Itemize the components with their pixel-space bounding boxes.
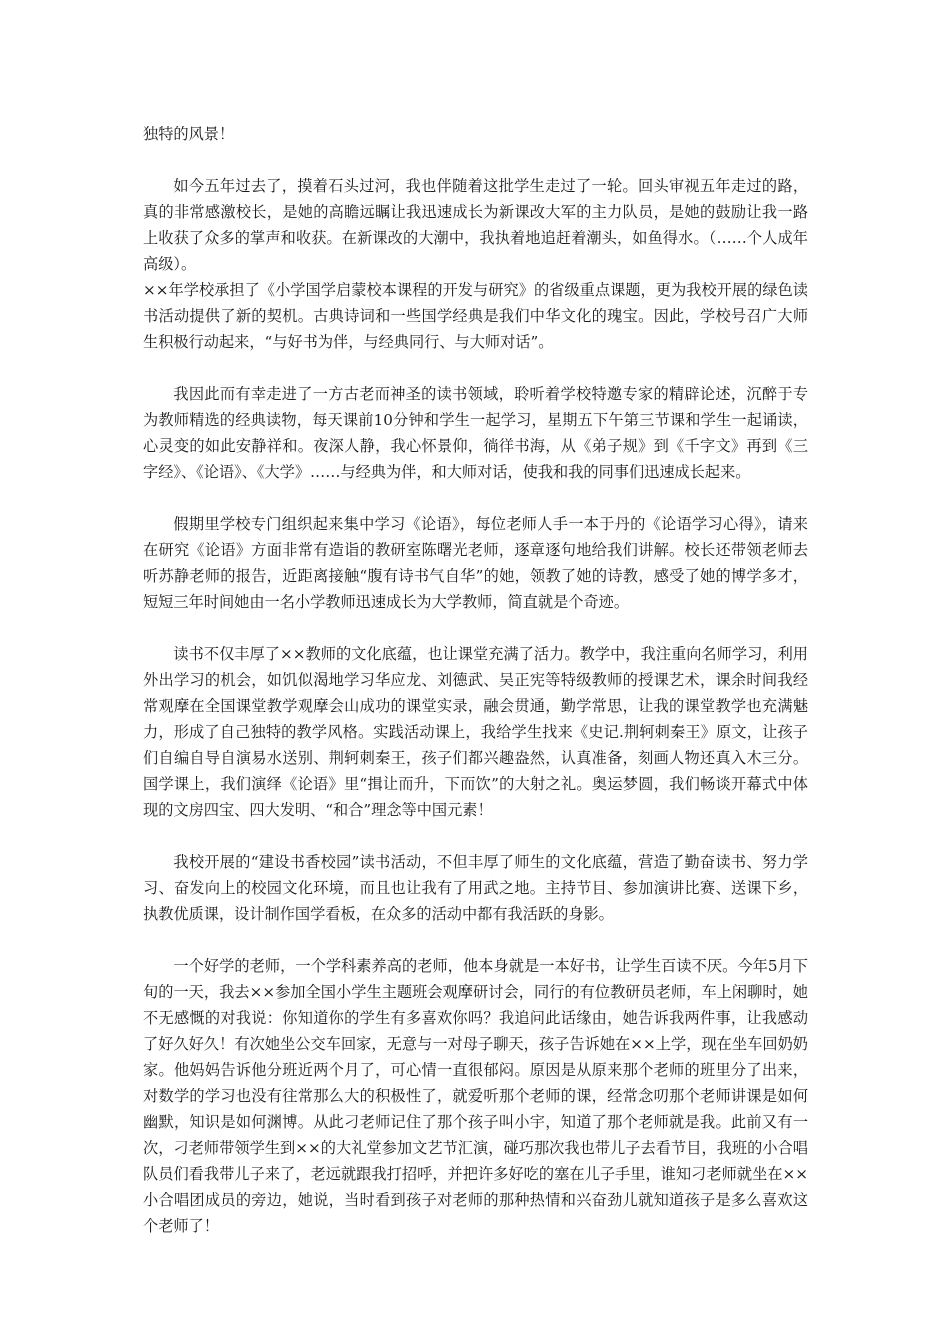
document-body	[143, 121, 808, 1239]
paragraph: 读书不仅丰厚了××教师的文化底蕴，也让课堂充满了活力。教学中，我注重向名师学习，利用外出学习的机会，如饥似渴地学习华应龙、刘德武、吴正宪等特级教师的授课艺术，课余时间我经常观摩在全国课堂教学观摩会山成功的课堂实录，融会贯通，勤学常思，让我的课堂教学也充满魅力，形成了自己独特的教学风格。实践活动课上，我给学生找来《史记.荆轲刺秦王》原文，让孩子们自编自导自演易水送别、荆轲刺秦王，孩子们都兴趣盎然，认真准备，刻画人物还真入木三分。国学课上，我们演绎《论语》里“揖让而升，下而饮”的大射之礼。奥运梦圆，我们畅谈开幕式中体现的文房四宝、四大发明、“和合”理念等中国元素！	[143, 645, 808, 819]
paragraph: ××年学校承担了《小学国学启蒙校本课程的开发与研究》的省级重点课题，更为我校开展的绿色读书活动提供了新的契机。古典诗词和一些国学经典是我们中华文化的瑰宝。因此，学校号召广大师生积极行动起来，“与好书为伴，与经典同行、与大师对话”。	[143, 281, 808, 351]
paragraph: 我因此而有幸走进了一方古老而神圣的读书领域，聆听着学校特邀专家的精辟论述，沉醉于专为教师精选的经典读物，每天课前10分钟和学生一起学习，星期五下午第三节课和学生一起诵读，心灵变的如此安静祥和。夜深人静，我心怀景仰，徜徉书海，从《弟子规》到《千字文》再到《三字经》、《论语》、《大学》……与经典为伴，和大师对话，使我和我的同事们迅速成长起来。	[143, 385, 808, 481]
paragraph: 我校开展的“建设书香校园”读书活动，不但丰厚了师生的文化底蕴，营造了勤奋读书、努力学习、奋发向上的校园文化环境，而且也让我有了用武之地。主持节目、参加演讲比赛、送课下乡，执教优质课，设计制作国学看板，在众多的活动中都有我活跃的身影。	[143, 853, 808, 923]
paragraph: 假期里学校专门组织起来集中学习《论语》，每位老师人手一本于丹的《论语学习心得》，请来在研究《论语》方面非常有造诣的教研室陈曙光老师，逐章逐句地给我们讲解。校长还带领老师去听苏静老师的报告，近距离接触“腹有诗书气自华”的她，领教了她的诗教，感受了她的博学多才，短短三年时间她由一名小学教师迅速成长为大学教师，简直就是个奇迹。	[143, 515, 808, 611]
paragraph: 一个好学的老师，一个学科素养高的老师，他本身就是一本好书，让学生百读不厌。今年5月下旬的一天，我去××参加全国小学生主题班会观摩研讨会，同行的有位教研员老师，车上闲聊时，她不无感慨的对我说：你知道你的学生有多喜欢你吗？我追问此话缘由，她告诉我两件事，让我感动了好久好久！有次她坐公交车回家，无意与一对母子聊天，孩子告诉她在××上学，现在坐车回奶奶家。他妈妈告诉他分班近两个月了，可心情一直很郁闷。原因是从原来那个老师的班里分了出来，对数学的学习也没有往常那么大的积极性了，就爱听那个老师的课，经常念叨那个老师讲课是如何幽默，知识是如何渊博。从此刁老师记住了那个孩子叫小宇，知道了那个老师就是我。此前又有一次，刁老师带领学生到××的大礼堂参加文艺节汇演，碰巧那次我也带儿子去看节目，我班的小合唱队员们看我带儿子来了，老远就跟我打招呼，并把许多好吃的塞在儿子手里，谁知刁老师就坐在××小合唱团成员的旁边，她说，当时看到孩子对老师的那种热情和兴奋劲儿就知道孩子是多么喜欢这个老师了！	[143, 957, 808, 1235]
paragraph: 独特的风景！	[143, 125, 235, 143]
paragraph: 如今五年过去了，摸着石头过河，我也伴随着这批学生走过了一轮。回头审视五年走过的路，真的非常感激校长，是她的高瞻远瞩让我迅速成长为新课改大军的主力队员，是她的鼓励让我一路上收获了众多的掌声和收获。在新课改的大潮中，我执着地追赶着潮头，如鱼得水。（……个人成年高级）。	[143, 177, 808, 273]
